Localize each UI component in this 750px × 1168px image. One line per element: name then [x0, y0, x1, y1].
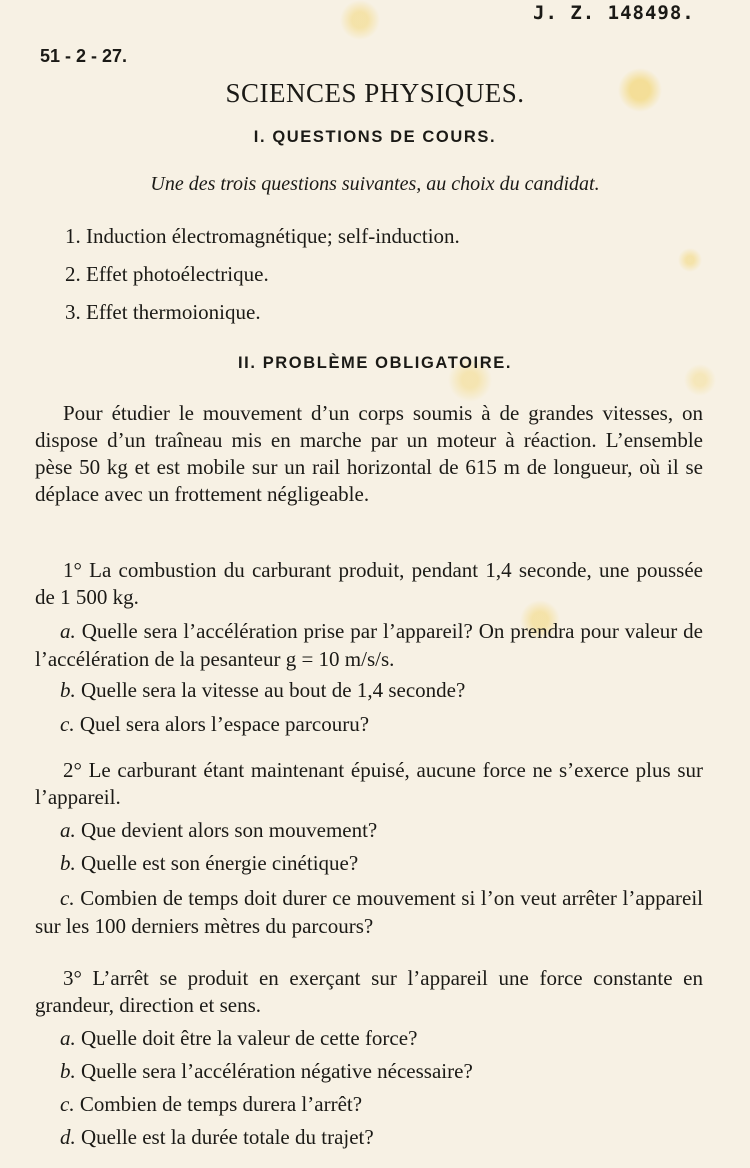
- question-letter: a.: [60, 818, 76, 842]
- question-letter: c.: [60, 712, 75, 736]
- part2-question-a: [35, 816, 703, 844]
- question-letter: c.: [60, 1092, 75, 1116]
- part3-question-a: [35, 1024, 703, 1052]
- part3-question-c: [35, 1090, 703, 1118]
- question-letter: b.: [60, 851, 76, 875]
- part3-statement: 3° L’arrêt se produit en exerçant sur l’appareil une force constante en grandeur, direction et sens.: [35, 966, 703, 1017]
- part1-question-b: [35, 676, 703, 704]
- question-text: Combien de temps durera l’arrêt?: [79, 1092, 363, 1116]
- question-text: Quelle sera l’accélération négative nécessaire?: [81, 1059, 473, 1083]
- question-text: Que devient alors son mouvement?: [81, 818, 378, 842]
- question-text: Quelle sera la vitesse au bout de 1,4 seconde?: [81, 678, 466, 702]
- question-text: Quel sera alors l’espace parcouru?: [79, 712, 370, 736]
- question-item-2: 2. Effet photoélectrique.: [65, 262, 269, 286]
- question-text: Quelle doit être la valeur de cette force?: [81, 1026, 418, 1050]
- part1-question-a: [35, 617, 703, 673]
- section-heading-problem: II. PROBLÈME OBLIGATOIRE.: [237, 354, 513, 372]
- question-text: Combien de temps doit durer ce mouvement si l’on veut arrêter l’appareil sur les 100 derniers mètres du parcours?: [35, 886, 703, 938]
- part2-question-c: [35, 884, 703, 940]
- document-reference: J. Z. 148498.: [533, 2, 695, 24]
- instruction-text: Une des trois questions suivantes, au choix du candidat.: [150, 173, 600, 195]
- part3-question-b: [35, 1057, 703, 1085]
- part2-question-b: [35, 849, 703, 877]
- page-title: SCIENCES PHYSIQUES.: [225, 78, 525, 108]
- question-letter: b.: [60, 678, 76, 702]
- question-item-1: 1. Induction électromagnétique; self-induction.: [65, 224, 460, 248]
- part1-statement: 1° La combustion du carburant produit, pendant 1,4 seconde, une poussée de 1 500 kg.: [35, 558, 703, 609]
- part1-question-c: [35, 710, 703, 738]
- question-letter: a.: [60, 1026, 76, 1050]
- question-letter: a.: [60, 619, 76, 643]
- document-code: 51 - 2 - 27.: [40, 46, 128, 66]
- problem-intro: Pour étudier le mouvement d’un corps soumis à de grandes vitesses, on dispose d’un traîneau mis en marche par un moteur à réaction. L’ensemble pèse 50 kg et est mobile sur un rail horizontal de 615 m de longueur, où il se déplace avec un frottement négligeable.: [35, 401, 703, 506]
- question-letter: b.: [60, 1059, 76, 1083]
- question-letter: c.: [60, 886, 75, 910]
- part2-statement: 2° Le carburant étant maintenant épuisé, aucune force ne s’exerce plus sur l’appareil.: [35, 758, 703, 809]
- question-text: Quelle est son énergie cinétique?: [81, 851, 359, 875]
- question-text: Quelle est la durée totale du trajet?: [81, 1125, 374, 1149]
- question-item-3: 3. Effet thermoionique.: [65, 300, 261, 324]
- question-text: Quelle sera l’accélération prise par l’appareil? On prendra pour valeur de l’accélération de la pesanteur g = 10 m/s/s.: [35, 619, 703, 671]
- part3-question-d: [35, 1123, 703, 1151]
- section-heading-questions: I. QUESTIONS DE COURS.: [253, 128, 497, 146]
- question-letter: d.: [60, 1125, 76, 1149]
